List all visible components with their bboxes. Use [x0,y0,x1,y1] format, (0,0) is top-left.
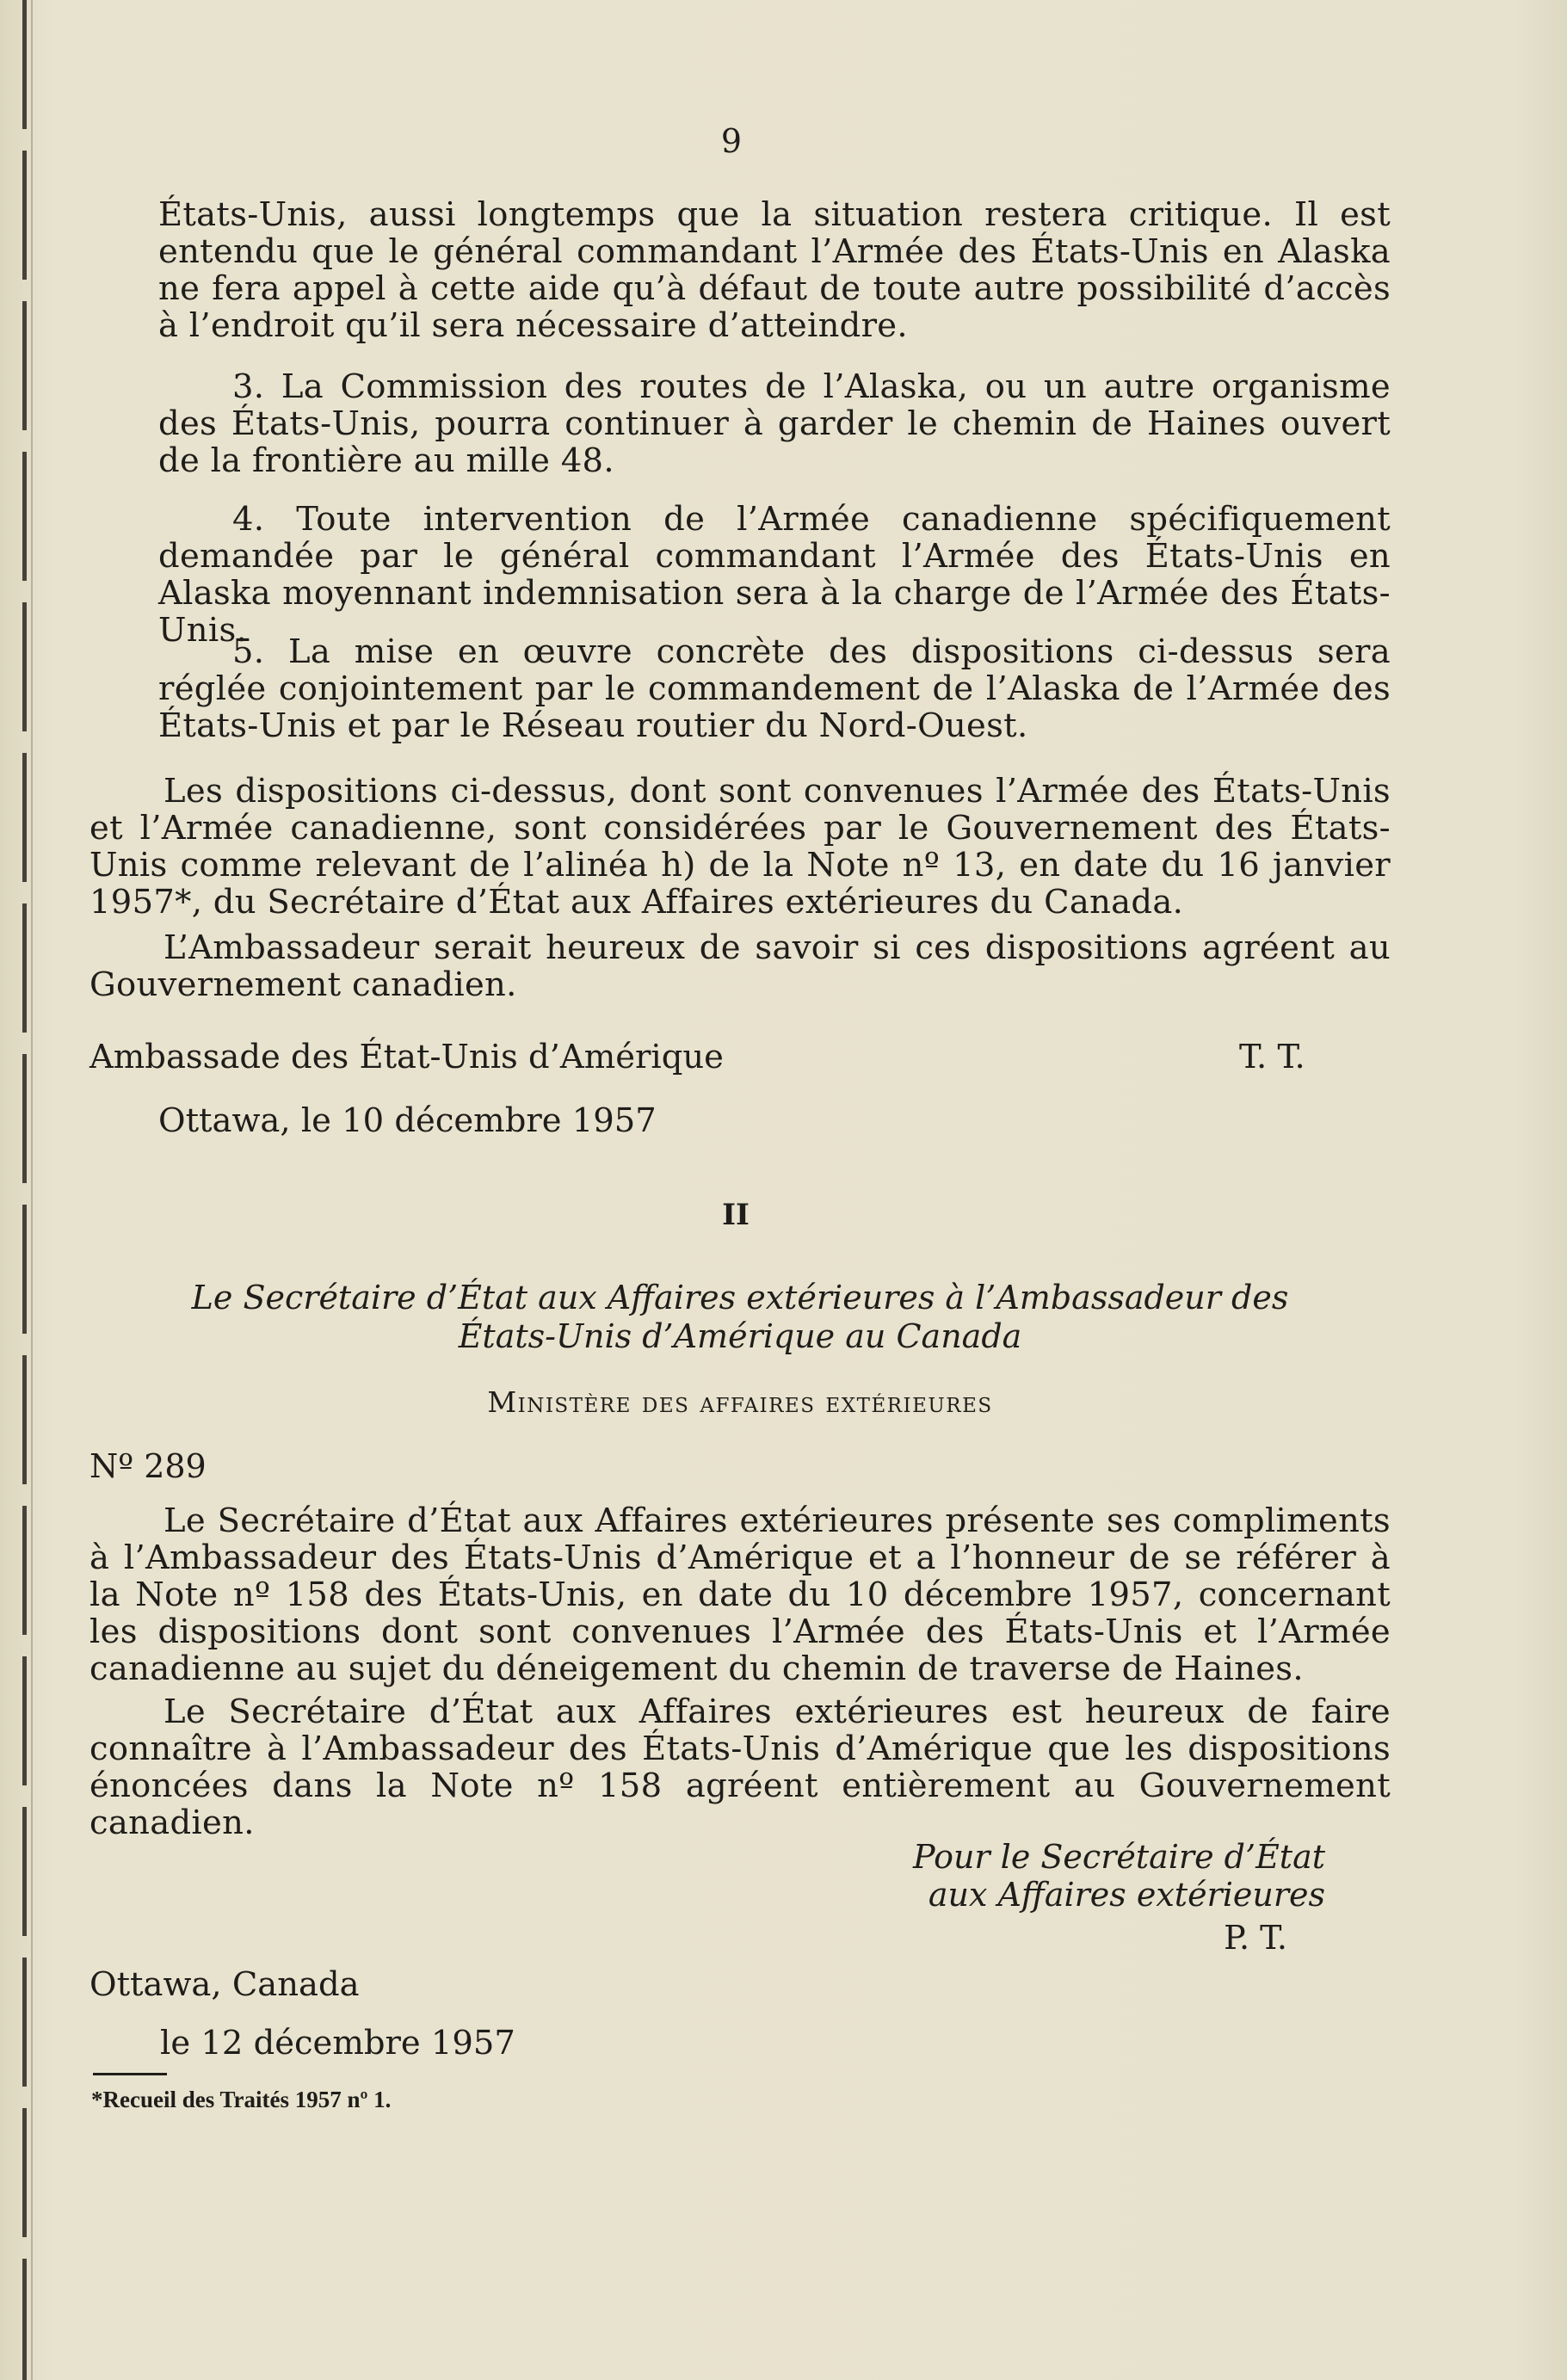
paragraph-ambassador: L’Ambassadeur serait heureux de savoir si ces dispositions agréent au Gouvernement canadien. [89,928,1391,1004]
initials-tt: T. T. [1239,1038,1305,1076]
signature-line-1: Pour le Secrétaire d’État [913,1838,1325,1876]
note-number: Nº 289 [89,1447,207,1485]
ministry-heading: Ministère des affaires extérieures [487,1385,993,1419]
footnote-divider [93,2073,167,2075]
paragraph-item-3: 3. La Commission des routes de l’Alaska, ou un autre organisme des États-Unis, pourra continuer à garder le chemin de Haines ouvert de la frontière au mille 48. [158,367,1391,480]
binding-edge [22,0,27,2380]
embassy-line: Ambassade des État-Unis d’Amérique [89,1038,724,1076]
paragraph-continuation: États-Unis, aussi longtemps que la situation restera critique. Il est entendu que le général commandant l’Armée des États-Unis en Alaska ne fera appel à cette aide qu’à défaut de toute autre possibilité d’accès à l’endroit qu’il sera nécessaire d’atteindre. [158,195,1391,345]
signature-line-2: aux Affaires extérieures [928,1876,1325,1914]
paragraph-item-4: 4. Toute intervention de l’Armée canadienne spécifiquement demandée par le général commandant l’Armée des États-Unis en Alaska moyennant indemnisation sera à la charge de l’Armée des États-Unis. [158,500,1391,650]
section-numeral: II [722,1198,750,1232]
paragraph-item-5: 5. La mise en œuvre concrète des dispositions ci-dessus sera réglée conjointement par le commandement de l’Alaska de l’Armée des États-Unis et par le Réseau routier du Nord-Ouest. [158,632,1391,745]
footnote: *Recueil des Traités 1957 nº 1. [91,2087,392,2112]
initials-pt: P. T. [1224,1919,1287,1957]
date-ottawa-10: Ottawa, le 10 décembre 1957 [158,1101,657,1140]
section-title-line-2: États-Unis d’Amérique au Canada [458,1317,1022,1355]
page-number: 9 [720,122,743,160]
date-12-december: le 12 décembre 1957 [160,2024,515,2062]
place-ottawa-canada: Ottawa, Canada [89,1965,360,2004]
paragraph-agreement: Le Secrétaire d’État aux Affaires extérieures est heureux de faire connaître à l’Ambassadeur des États-Unis d’Amérique que les dispositions énoncées dans la Note nº 158 agréent entièrement au Gouvernement canadien. [89,1693,1391,1842]
binding-shadow [31,0,33,2380]
paragraph-dispositions: Les dispositions ci-dessus, dont sont convenues l’Armée des États-Unis et l’Armée canadienne, sont considérées par le Gouvernement des États-Unis comme relevant de l’alinéa h) de la Note nº 13, en date du 16 janvier 1957*, du Secrétaire d’État aux Affaires extérieures du Canada. [89,772,1391,922]
paragraph-compliments: Le Secrétaire d’État aux Affaires extérieures présente ses compliments à l’Ambassadeur des États-Unis d’Amérique et a l’honneur de se référer à la Note nº 158 des États-Unis, en date du 10 décembre 1957, concernant les dispositions dont sont convenues l’Armée des États-Unis et l’Armée canadienne au sujet du déneigement du chemin de traverse de Haines. [89,1501,1391,1688]
section-title-line-1: Le Secrétaire d’État aux Affaires extérieures à l’Ambassadeur des [191,1279,1289,1316]
